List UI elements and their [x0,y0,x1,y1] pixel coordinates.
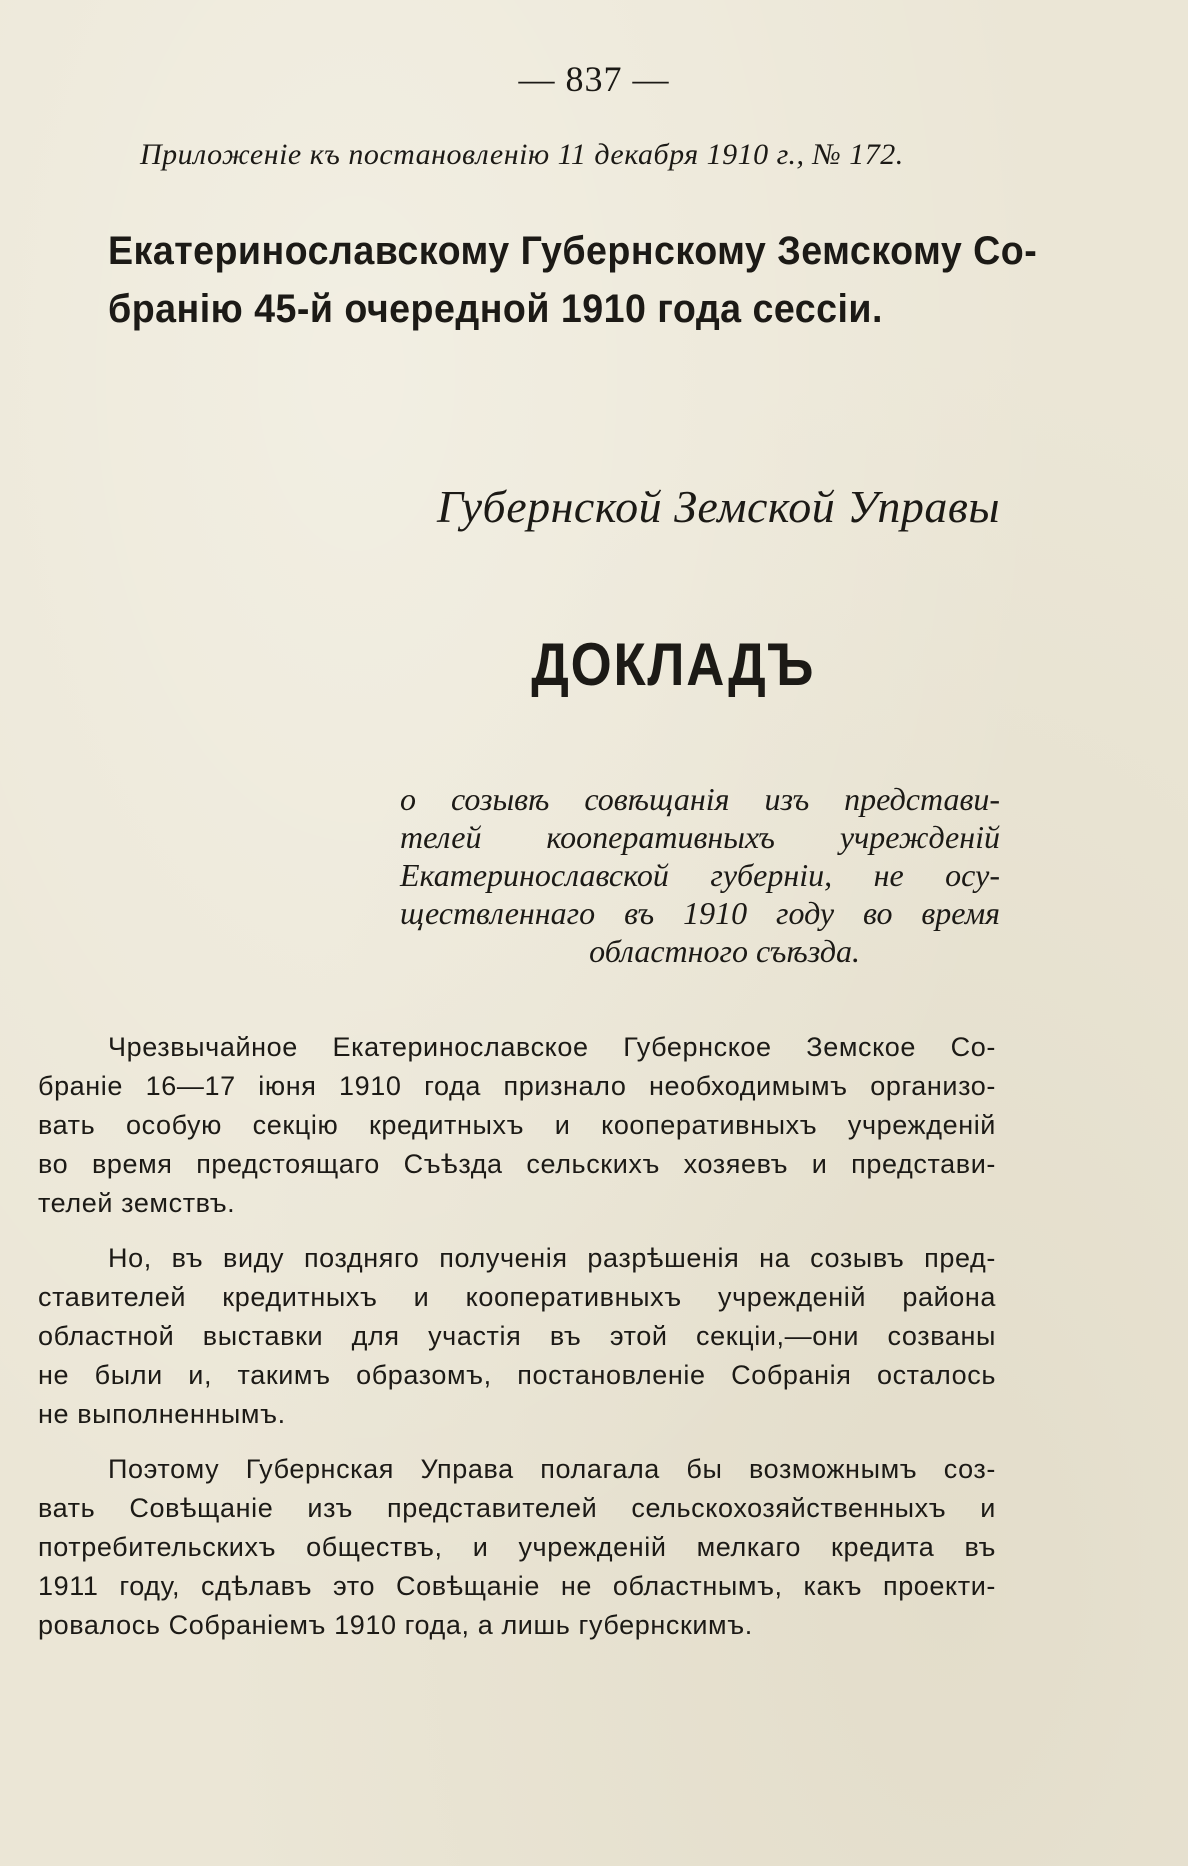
addressee-line: Екатеринославскому Губернскому Земскому Со- [108,229,1038,273]
paragraph [38,1239,996,1434]
text-line: не выполненнымъ. [38,1399,286,1429]
text-line: во время предстоящаго Съѣзда сельскихъ хозяевъ и представи- [38,1149,996,1179]
text-line: Чрезвычайное Екатеринославское Губернское Земское Со- [108,1032,996,1062]
page-number: — 837 — [518,59,670,99]
subject-line: областного съѣзда. [589,933,860,969]
addressee-line: бранiю 45-й очередной 1910 года сессiи. [108,287,883,331]
text-line: вать Совѣщанiе изъ представителей сельскохозяйственныхъ и [38,1493,996,1523]
report-body [38,1028,996,1661]
report-title: ДОКЛАДЪ [531,631,816,698]
text-line: областной выставки для участiя въ этой секцiи,—они созваны [38,1321,996,1351]
text-line: ровалось Собранiемъ 1910 года, а лишь губернскимъ. [38,1610,753,1640]
subject-line: ществленнаго въ 1910 году во время [400,895,1000,931]
appendix-note: Приложенiе къ постановленiю 11 декабря 1910 г., № 172. [140,138,904,171]
text-line: ставителей кредитныхъ и кооперативныхъ учрежденiй района [38,1282,996,1312]
text-line: Поэтому Губернская Управа полагала бы возможнымъ соз- [108,1454,996,1484]
text-line: не были и, такимъ образомъ, постановленiе Собранiя осталось [38,1360,996,1390]
report-subject [400,780,1000,970]
text-line: 1911 году, сдѣлавъ это Совѣщанiе не областнымъ, какъ проекти- [38,1571,996,1601]
subject-line: о созывѣ совѣщанiя изъ представи- [400,781,1000,817]
text-line: вать особую секцiю кредитныхъ и кооперативныхъ учрежденiй [38,1110,996,1140]
subject-line: Екатеринославской губернiи, не осу- [400,857,1000,893]
paragraph [38,1450,996,1645]
text-line: потребительскихъ обществъ, и учрежденiй мелкаго кредита въ [38,1532,996,1562]
addressee-heading [108,222,1038,338]
issuing-board: Губернской Земской Управы [436,481,1000,532]
text-line: телей земствъ. [38,1188,236,1218]
text-line: Но, въ виду поздняго полученiя разрѣшенiя на созывъ пред- [108,1243,996,1273]
text-line: бранiе 16—17 iюня 1910 года признало необходимымъ организо- [38,1071,996,1101]
subject-line: телей кооперативныхъ учрежденiй [400,819,1000,855]
paragraph [38,1028,996,1223]
